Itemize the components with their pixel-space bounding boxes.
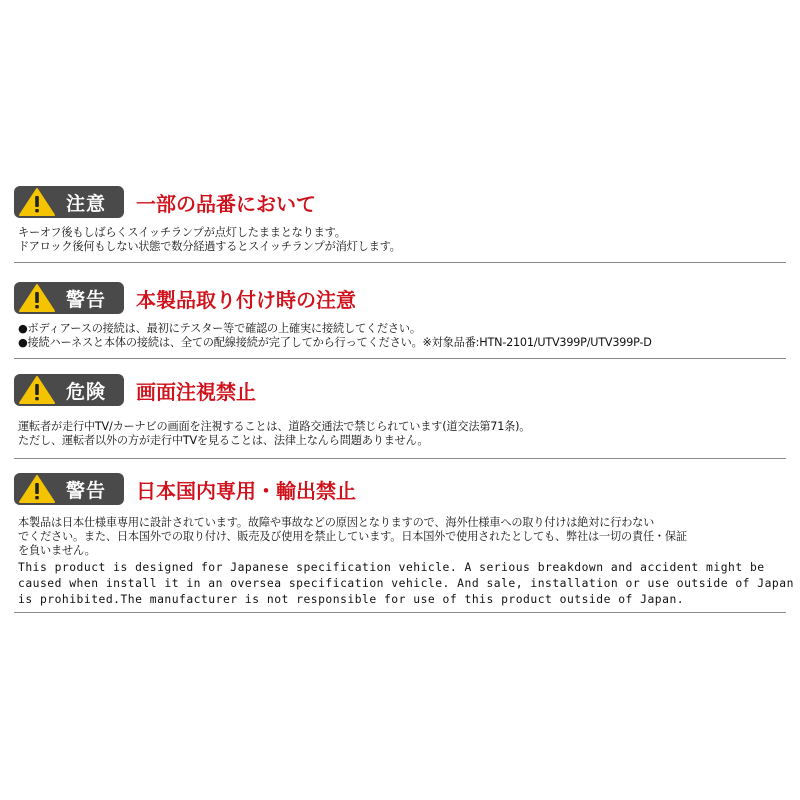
warning-triangle-icon <box>18 474 56 504</box>
warning-badge <box>14 473 124 505</box>
body-line: 本製品は日本仕様車専用に設計されています。故障や事故などの原因となりますので、海外仕様車への取り付けは絶対に行わない <box>18 516 655 529</box>
section-header <box>14 473 356 505</box>
danger-badge <box>14 374 124 406</box>
section-body <box>18 226 401 254</box>
badge-label: 警告 <box>66 288 107 311</box>
section-heading: 本製品取り付け時の注意 <box>136 287 356 312</box>
section-divider <box>14 458 786 459</box>
section-divider <box>14 612 786 613</box>
body-line: ドアロック後何もしない状態で数分経過するとスイッチランプが消灯します。 <box>18 240 401 253</box>
section-heading: 日本国内専用・輸出禁止 <box>136 478 356 503</box>
section-heading: 一部の品番において <box>136 191 316 216</box>
body-line: を負いません。 <box>18 544 96 557</box>
badge-label: 警告 <box>66 479 107 502</box>
body-line: 運転者が走行中TV/カーナビの画面を注視することは、道路交通法で禁じられています(道交法第71条)。 <box>18 420 531 433</box>
section-body-english <box>18 559 800 607</box>
section-heading: 画面注視禁止 <box>136 379 256 404</box>
section-body <box>18 420 530 448</box>
body-line: ●接続ハーネスと本体の接続は、全ての配線接続が完了してから行ってください。※対象品番:HTN-2101/UTV399P/UTV399P-D <box>18 336 652 349</box>
section-divider <box>14 262 786 263</box>
section-header <box>14 186 316 218</box>
body-line: ただし、運転者以外の方が走行中TVを見ることは、法律上なんら問題ありません。 <box>18 434 429 447</box>
body-line: キーオフ後もしばらくスイッチランプが点灯したままとなります。 <box>18 226 346 239</box>
body-line: でください。また、日本国外での取り付け、販売及び使用を禁止しています。日本国外で使用されたとしても、弊社は一切の責任・保証 <box>18 530 687 543</box>
section-divider <box>14 358 786 359</box>
body-line: ●ボディアースの接続は、最初にテスター等で確認の上確実に接続してください。 <box>18 322 421 335</box>
section-body-japanese <box>18 516 687 558</box>
warning-triangle-icon <box>18 187 56 217</box>
body-line-english: This product is designed for Japanese specification vehicle. A serious breakdown and accident might be <box>18 560 765 574</box>
warning-triangle-icon <box>18 283 56 313</box>
section-header <box>14 374 256 406</box>
badge-label: 危険 <box>66 380 107 403</box>
badge-label: 注意 <box>66 192 107 215</box>
warning-triangle-icon <box>18 375 56 405</box>
section-body <box>18 322 652 350</box>
warning-badge <box>14 282 124 314</box>
caution-badge <box>14 186 124 218</box>
body-line-english: is prohibited.The manufacturer is not responsible for use of this product outside of Japan. <box>18 592 685 606</box>
section-header <box>14 282 356 314</box>
body-line-english: caused when install it in an oversea specification vehicle. And sale, installation or use outside of Japan <box>18 576 794 590</box>
